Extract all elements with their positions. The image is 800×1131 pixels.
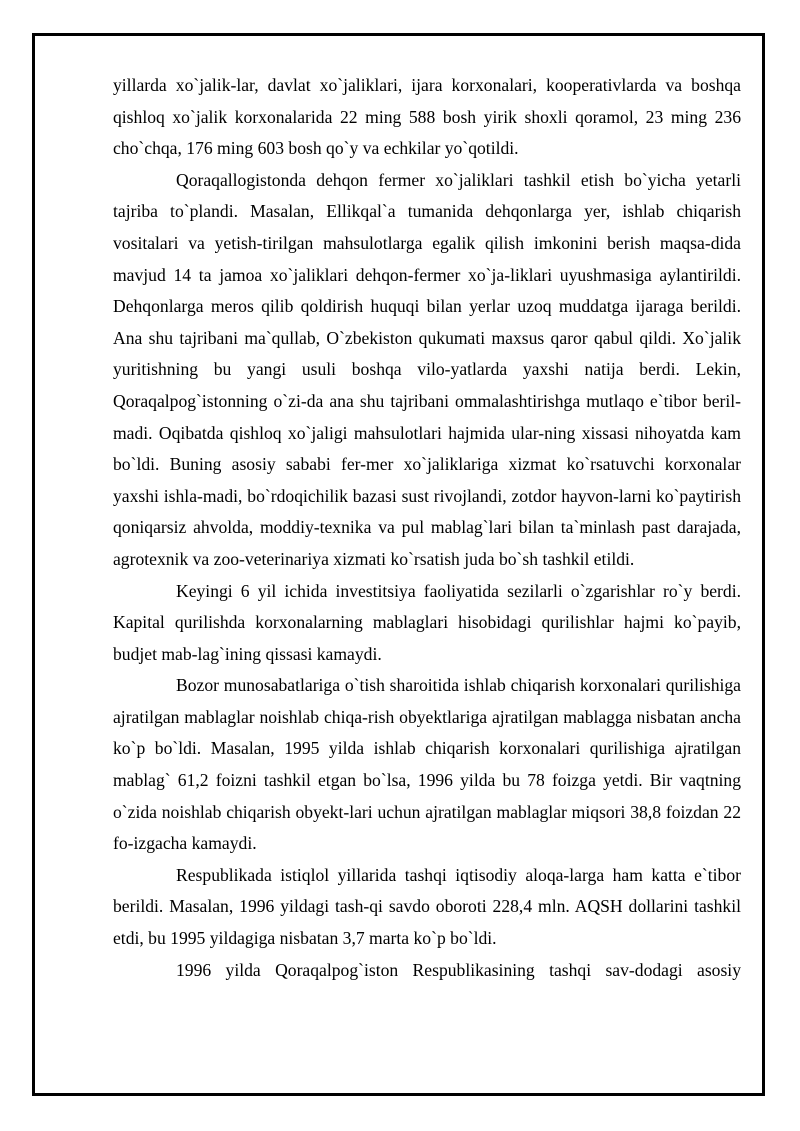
paragraph-1: yillarda xo`jalik-lar, davlat xo`jaliklari, ijara korxonalari, kooperativlarda va boshqa qishloq xo`jalik korxonalarida 22 ming 588 bosh yirik shoxli qoramol, 23 ming 236 cho`chqa, 176 ming 603 bosh qo`y va echkilar yo`qotildi. <box>113 75 741 159</box>
paragraph-2: Qoraqallogistonda dehqon fermer xo`jaliklari tashkil etish bo`yicha yetarli tajriba to`plandi. Masalan, Ellikqal`a tumanida dehqonlarga yer, ishlab chiqarish vositalari va yetish-tirilgan mahsulotlarga egalik qilish imkonini berish maqsa-dida mavjud 14 ta jamoa xo`jaliklari dehqon-fermer xo`ja-liklari uyushmasiga aylantirildi. Dehqonlarga meros qilib qoldirish huquqi bilan yerlar uzoq muddatga ijaraga berildi. Ana shu tajribani ma`qullab, O`zbekiston qukumati maxsus qaror qabul qildi. Xo`jalik yuritishning bu yangi usuli boshqa vilo-yatlarda yaxshi natija berdi. Lekin, Qoraqalpog`istonning o`zi-da ana shu tajribani ommalashtirishga mutlaqo e`tibor beril-madi. Oqibatda qishloq xo`jaligi mahsulotlari hajmida ular-ning xissasi nihoyatda kam bo`ldi. Buning asosiy sababi fer-mer xo`jaliklariga xizmat ko`rsatuvchi korxonalar yaxshi ishla-madi, bo`rdoqichilik bazasi sust rivojlandi, zotdor hayvon-larni ko`paytirish qoniqarsiz ahvolda, moddiy-texnika va pul mablag`lari bilan ta`minlash past darajada, agrotexnik va zoo-veterinariya xizmati ko`rsatish juda bo`sh tashkil etildi. <box>113 169 741 569</box>
paragraph-3: Keyingi 6 yil ichida investitsiya faoliyatida sezilarli o`zgarishlar ro`y berdi. Kapital qurilishda korxonalarning mablaglari hisobidagi qurilishlar hajmi ko`payib, budjet mab-lag`ining qissasi kamaydi. <box>113 580 741 664</box>
document-body <box>113 70 741 986</box>
paragraph-4: Bozor munosabatlariga o`tish sharoitida ishlab chiqarish korxonalari qurilishiga ajratilgan mablaglar noishlab chiqa-rish obyektlariga ajratilgan mablagga nisbatan ancha ko`p bo`ldi. Masalan, 1995 yilda ishlab chiqarish korxonalari qurilishiga ajratilgan mablag` 61,2 foizni tashkil etgan bo`lsa, 1996 yilda bu 78 foizga yetdi. Bir vaqtning o`zida noishlab chiqarish obyekt-lari uchun ajratilgan mablaglar miqsori 38,8 foizdan 22 fo-izgacha kamaydi. <box>113 675 741 854</box>
paragraph-6: 1996 yilda Qoraqalpog`iston Respublikasining tashqi sav-dodagi asosiy <box>176 959 741 980</box>
paragraph-5: Respublikada istiqlol yillarida tashqi iqtisodiy aloqa-larga ham katta e`tibor berildi. Masalan, 1996 yildagi tash-qi savdo oboroti 228,4 mln. AQSH dollarini tashkil etdi, bu 1995 yildagiga nisbatan 3,7 marta ko`p bo`ldi. <box>113 864 741 949</box>
